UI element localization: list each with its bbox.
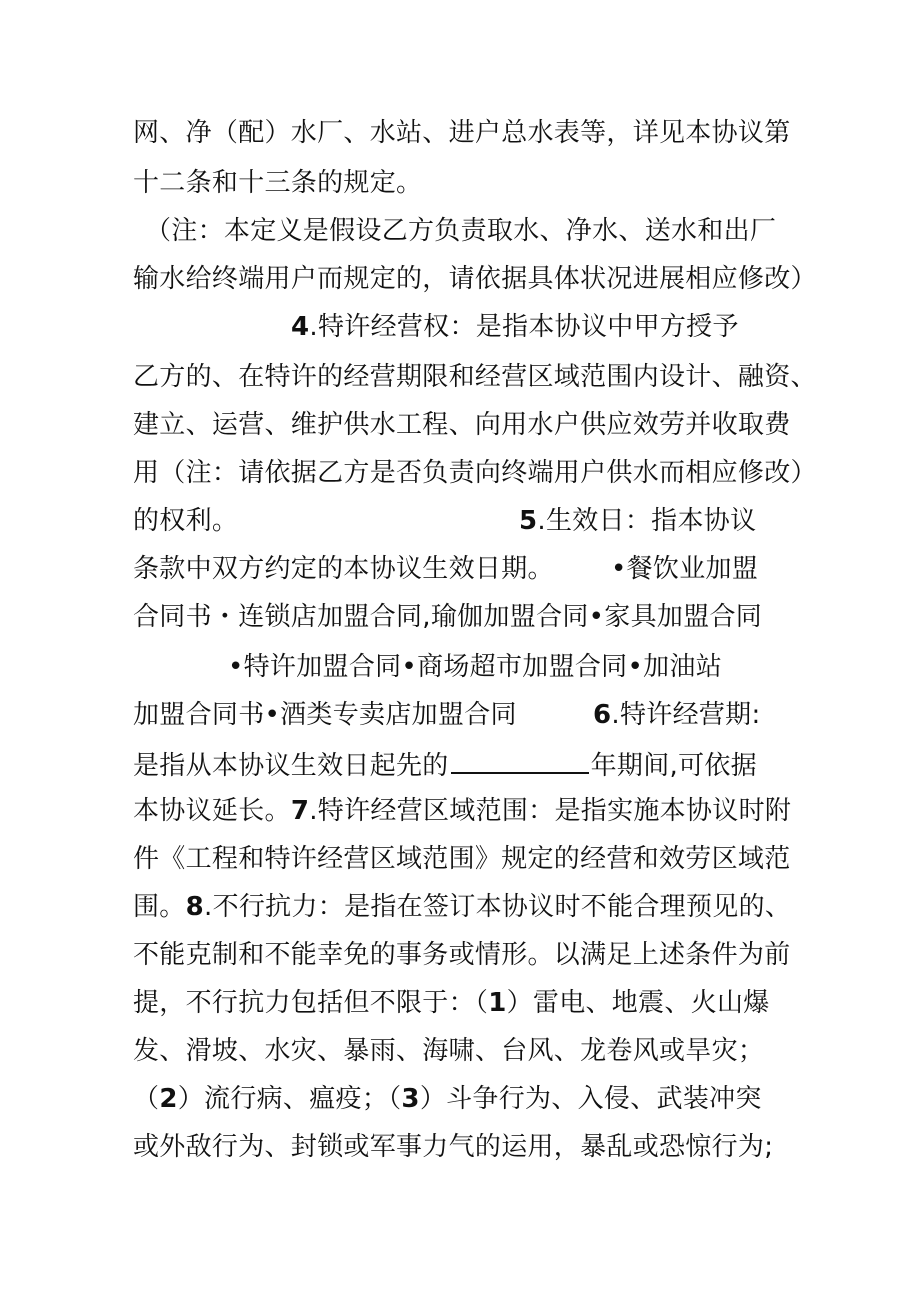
text-line-19 (133, 986, 770, 1020)
text-line-21 (133, 1082, 762, 1116)
line-text-before: 本协议延长。 (133, 796, 291, 826)
text-line-7: 建立、运营、维护供水工程、向用水户供应效劳并收取费 (133, 410, 791, 440)
line-left-text: 条款中双方约定的本协议生效日期。 (133, 554, 554, 584)
text-line-8: 用（注：请依据乙方是否负责向终端用户供水而相应修改） (133, 458, 817, 488)
text-line-1: 网、净（配）水厂、水站、进户总水表等，详见本协议第 (133, 118, 791, 148)
clause-text: .特许经营权：是指本协议中甲方授予 (309, 312, 739, 342)
line-left-text: 加盟合同书•酒类专卖店加盟合同 (133, 700, 517, 730)
line-text-before: 围。 (133, 892, 186, 922)
item-number: 3 (401, 1084, 420, 1114)
text-line-16: 件《工程和特许经营区域范围》规定的经营和效劳区域范 (133, 844, 791, 874)
clause-number: 8 (185, 892, 205, 922)
text-line-18: 不能克制和不能幸免的事务或情形。以满足上述条件为前 (133, 940, 791, 970)
line-text-after: 年期间,可依据 (590, 751, 757, 781)
clause-number: 7 (290, 796, 310, 826)
text-line-12: •特许加盟合同•商场超市加盟合同•加油站 (228, 652, 723, 682)
text-line-6: 乙方的、在特许的经营期限和经营区域范围内设计、融资、 (133, 362, 817, 392)
line-left-text: 的权利。 (133, 506, 239, 536)
text-line-2: 十二条和十三条的规定。 (133, 168, 423, 198)
line-text-after: .特许经营区域范围：是指实施本协议时附 (309, 796, 792, 826)
line-text-before: 是指从本协议生效日起先的 (133, 751, 449, 781)
line-text-before: 提，不行抗力包括但不限于：（ (133, 988, 489, 1018)
line-right-text: •餐饮业加盟 (611, 554, 759, 584)
line-text-after: ）雷电、地震、火山爆 (506, 988, 770, 1018)
text-line-11: 合同书・连锁店加盟合同,瑜伽加盟合同•家具加盟合同 (133, 602, 763, 632)
line-right-text (519, 504, 756, 538)
item-number: 2 (159, 1084, 178, 1114)
text-line-5 (291, 310, 739, 344)
line-text-part: （ (133, 1084, 160, 1114)
text-line-22: 或外敌行为、封锁或军事力气的运用，暴乱或恐惊行为; (133, 1132, 774, 1162)
line-text-part: ）斗争行为、入侵、武装冲突 (419, 1084, 762, 1114)
clause-text: .特许经营期: (611, 700, 761, 730)
line-text-after: .不行抗力：是指在签订本协议时不能合理预见的、 (204, 892, 792, 922)
text-line-4: 输水给终端用户而规定的，请依据具体状况进展相应修改） (133, 264, 817, 294)
line-right-text (593, 698, 761, 732)
text-line-15 (133, 794, 791, 828)
line-text-part: ）流行病、瘟疫；（ (177, 1084, 402, 1114)
clause-text: .生效日：指本协议 (537, 506, 757, 536)
clause-number: 5 (519, 506, 538, 536)
item-number: 1 (488, 988, 507, 1018)
clause-number: 4 (291, 312, 310, 342)
text-line-17 (133, 890, 791, 924)
clause-number: 6 (593, 700, 612, 730)
fill-in-blank (451, 746, 589, 774)
text-line-20: 发、滑坡、水灾、暴雨、海啸、台风、龙卷风或旱灾； (133, 1036, 765, 1066)
text-line-14 (133, 746, 757, 783)
text-line-3: （注：本定义是假设乙方负责取水、净水、送水和出厂 (145, 216, 777, 246)
